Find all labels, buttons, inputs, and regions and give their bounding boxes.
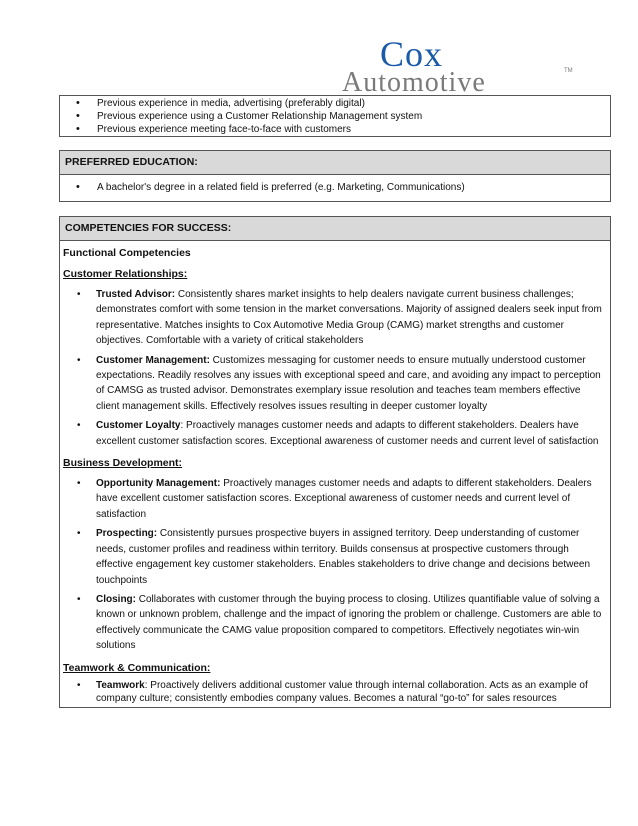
- list-item: [60, 476, 610, 522]
- competencies-section: [59, 216, 611, 708]
- item-term: Prospecting:: [96, 528, 158, 540]
- item-text: : Proactively delivers additional customer value through internal collaboration. Acts as an example of company culture; consistently embodies company values. Becomes a natural “go-to” for sales resources: [96, 679, 588, 704]
- logo-line2: Automotive: [342, 67, 486, 98]
- cox-automotive-logo: [342, 34, 587, 98]
- list-item: [60, 592, 610, 654]
- competencies-header: COMPETENCIES FOR SUCCESS:: [60, 217, 610, 241]
- experience-list: [60, 97, 610, 136]
- item-text: Consistently pursues prospective buyers in assigned territory. Deep understanding of customer needs, customer profiles and readiness within territory. Builds consensus at prospective customers through effective engagement key customer stakeholders. Enables stakeholders to drive change and decisions between touchpoints: [96, 528, 591, 586]
- logo-line1: Cox: [380, 34, 444, 74]
- item-term: Customer Management:: [96, 354, 210, 366]
- list-item: • A bachelor's degree in a related field is preferred (e.g. Marketing, Communications): [60, 181, 610, 194]
- customer-relationships-list: [60, 287, 610, 449]
- functional-label: Functional Competencies: [63, 247, 191, 259]
- list-item: • Previous experience in media, advertising (preferably digital): [60, 97, 610, 110]
- item-text: : Proactively manages customer needs and adapts to different stakeholders. Dealers have excellent customer satisfaction scores. Exceptional awareness of customer needs and current level of satisfaction: [96, 420, 599, 447]
- list-item: • Previous experience meeting face-to-face with customers: [60, 123, 610, 136]
- business-development-label: Business Development:: [63, 457, 183, 470]
- education-section: [59, 150, 611, 202]
- list-item: [60, 526, 610, 588]
- item-text: Consistently shares market insights to help dealers navigate current business challenges; demonstrates comfort with some tension in the market conversations. Majority of assigned dealers seek input from representative. Matches insights to Cox Automotive Media Group (CAMG) market strengths and customer objectives. Comfortable with a variety of critical stakeholders: [96, 289, 602, 347]
- item-text: Collaborates with customer through the buying process to closing. Utilizes quantifiable value of solving a known or unknown problem, challenge and the impact of ignoring the problem or challenge. Customers are able to effectively communicate the CAMG value proposition compared to competitors. Effectively negotiates win-win solutions: [96, 593, 602, 652]
- item-term: Teamwork: [96, 679, 145, 691]
- list-item: [60, 679, 610, 705]
- education-header: PREFERRED EDUCATION:: [60, 151, 610, 175]
- customer-relationships-label: Customer Relationships:: [63, 268, 188, 280]
- list-item: • Previous experience using a Customer Relationship Management system: [60, 110, 610, 123]
- item-text: Customizes messaging for customer needs to ensure mutually understood customer expectations. Readily resolves any issues with exceptional speed and care, and avoiding any impact to perception of CAMSG as trusted advisor. Demonstrates exemplary issue resolution and teaches team members effective client management skills. Effectively resolves issues resulting in deeper customer loyalty: [96, 354, 601, 412]
- item-text: Proactively manages customer needs and adapts to different stakeholders. Dealers have excellent customer satisfaction scores. Exceptional awareness of customer needs and current level of satisfaction: [96, 478, 592, 520]
- item-term: Opportunity Management:: [96, 478, 221, 490]
- logo-tm: TM: [564, 68, 573, 74]
- teamwork-list: [60, 679, 610, 705]
- teamwork-label: Teamwork & Communication:: [63, 661, 211, 674]
- item-term: Trusted Advisor:: [96, 289, 176, 300]
- item-term: Customer Loyalty: [96, 420, 181, 432]
- business-development-list: [60, 476, 610, 653]
- list-item: [60, 353, 610, 415]
- experience-section: [59, 95, 611, 137]
- list-item: [60, 418, 610, 449]
- list-item: [60, 287, 610, 349]
- education-list: [60, 175, 610, 194]
- item-term: Closing:: [96, 593, 136, 605]
